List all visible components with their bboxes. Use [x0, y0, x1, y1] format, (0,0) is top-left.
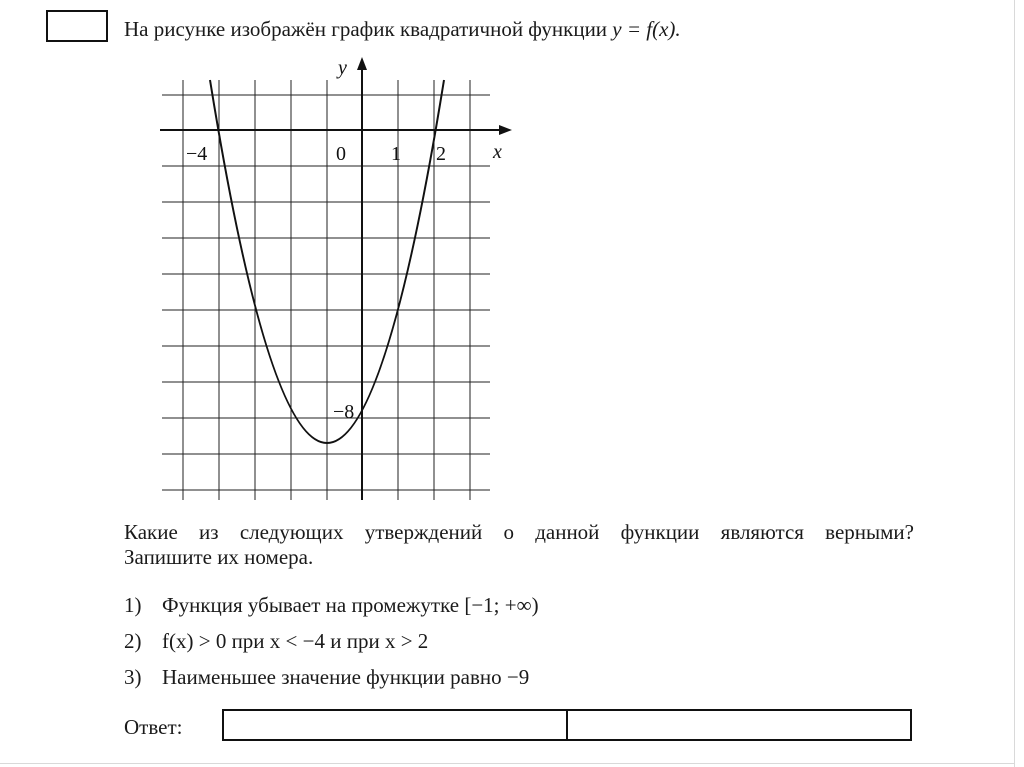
- answer-field[interactable]: [222, 709, 912, 741]
- y-axis-arrow-icon: [357, 57, 367, 70]
- task-function-expr: y = f(x).: [612, 17, 681, 41]
- answer-label: Ответ:: [124, 715, 183, 739]
- question-word: являются: [720, 520, 804, 544]
- page-border: [1014, 0, 1015, 767]
- statement-number: 3): [124, 665, 142, 689]
- x-axis-label: x: [493, 141, 502, 163]
- tick-label-neg8: −8: [333, 401, 355, 423]
- tick-label-1: 1: [391, 143, 401, 165]
- question-word: верными?: [825, 520, 914, 544]
- statement-text: Наименьшее значение функции равно −9: [162, 665, 530, 689]
- question-word: из: [199, 520, 219, 544]
- tick-label-2: 2: [436, 143, 446, 165]
- answer-cell-1[interactable]: [224, 711, 568, 739]
- question-word: о: [503, 520, 514, 544]
- question-line-1: [124, 520, 914, 545]
- question-word: данной: [535, 520, 600, 544]
- task-number-box[interactable]: [46, 10, 108, 42]
- axes: [160, 57, 512, 500]
- question-text: [124, 520, 914, 570]
- statement-1: [124, 592, 539, 618]
- y-axis-label: y: [338, 57, 347, 79]
- tick-label-neg4: −4: [186, 143, 208, 165]
- tick-label-0: 0: [336, 143, 346, 165]
- question-word: следующих: [239, 520, 344, 544]
- question-word: утверждений: [364, 520, 483, 544]
- page-border-bottom: [0, 763, 1015, 764]
- answer-cell-2[interactable]: [568, 711, 910, 739]
- question-line-2: Запишите их номера.: [124, 545, 314, 569]
- x-axis-arrow-icon: [499, 125, 512, 135]
- statement-2: [124, 628, 428, 654]
- question-word: Какие: [124, 520, 178, 544]
- statement-text: Функция убывает на промежутке [−1; +∞): [162, 593, 539, 617]
- task-title: [124, 16, 681, 42]
- statement-3: [124, 664, 529, 690]
- statement-number: 1): [124, 593, 142, 617]
- task-title-text: На рисунке изображён график квадратичной функции: [124, 17, 608, 41]
- question-word: функции: [620, 520, 700, 544]
- statement-number: 2): [124, 629, 142, 653]
- statement-text: f(x) > 0 при x < −4 и при x > 2: [162, 629, 429, 653]
- function-graph: [150, 52, 520, 502]
